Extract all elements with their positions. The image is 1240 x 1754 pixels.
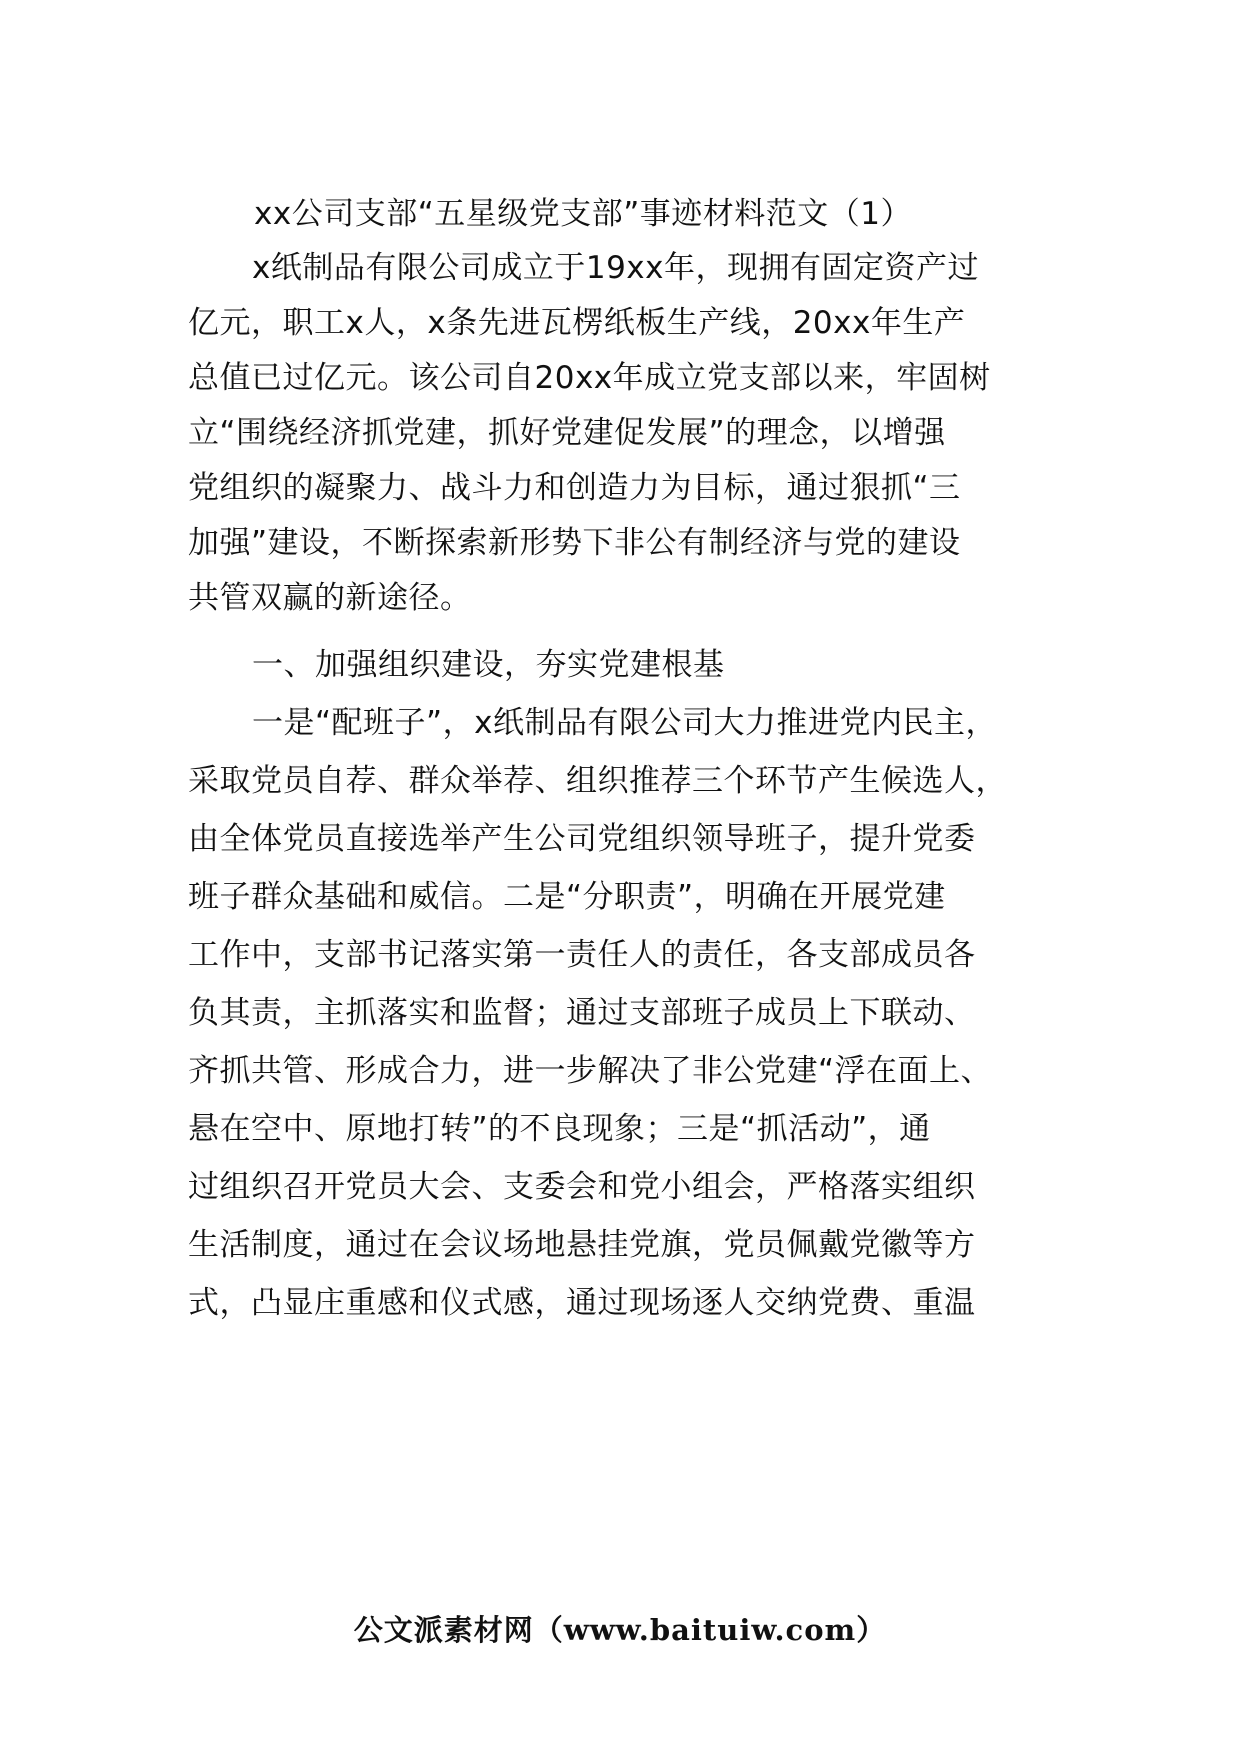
paragraph-2-line-4: 班子群众基础和威信。二是“分职责”，明确在开展党建 (188, 879, 946, 915)
section-heading-1: 一、加强组织建设，夯实党建根基 (252, 647, 725, 683)
paragraph-2-line-3: 由全体党员直接选举产生公司党组织领导班子，提升党委 (188, 821, 976, 857)
paragraph-2-line-8: 悬在空中、原地打转”的不良现象；三是“抓活动”，通 (188, 1111, 931, 1147)
paragraph-2-line-2: 采取党员自荐、群众举荐、组织推荐三个环节产生候选人， (188, 763, 1007, 799)
footer-source: 公文派素材网（www.baituiw.com） (353, 1613, 887, 1647)
document-title: xx公司支部“五星级党支部”事迹材料范文（1） (254, 196, 913, 232)
paragraph-1-line-4: 立“围绕经济抓党建，抓好党建促发展”的理念，以增强 (188, 415, 946, 451)
paragraph-1-line-3: 总值已过亿元。该公司自20xx年成立党支部以来，牢固树 (188, 360, 991, 396)
paragraph-2-line-1: 一是“配班子”，x纸制品有限公司大力推进党内民主， (252, 705, 997, 741)
paragraph-1-line-7: 共管双赢的新途径。 (188, 580, 472, 616)
paragraph-1-line-1: x纸制品有限公司成立于19xx年，现拥有固定资产过 (252, 250, 979, 286)
paragraph-2-line-6: 负其责，主抓落实和监督；通过支部班子成员上下联动、 (188, 995, 976, 1031)
paragraph-2-line-5: 工作中，支部书记落实第一责任人的责任，各支部成员各 (188, 937, 976, 973)
paragraph-1-line-6: 加强”建设，不断探索新形势下非公有制经济与党的建设 (188, 525, 961, 561)
paragraph-2-line-11: 式，凸显庄重感和仪式感，通过现场逐人交纳党费、重温 (188, 1285, 976, 1321)
paragraph-2-line-10: 生活制度，通过在会议场地悬挂党旗，党员佩戴党徽等方 (188, 1227, 976, 1263)
paragraph-2-line-9: 过组织召开党员大会、支委会和党小组会，严格落实组织 (188, 1169, 976, 1205)
paragraph-1-line-2: 亿元，职工x人，x条先进瓦楞纸板生产线，20xx年生产 (188, 305, 966, 341)
paragraph-1-line-5: 党组织的凝聚力、战斗力和创造力为目标，通过狠抓“三 (188, 470, 961, 506)
paragraph-2-line-7: 齐抓共管、形成合力，进一步解决了非公党建“浮在面上、 (188, 1053, 993, 1089)
